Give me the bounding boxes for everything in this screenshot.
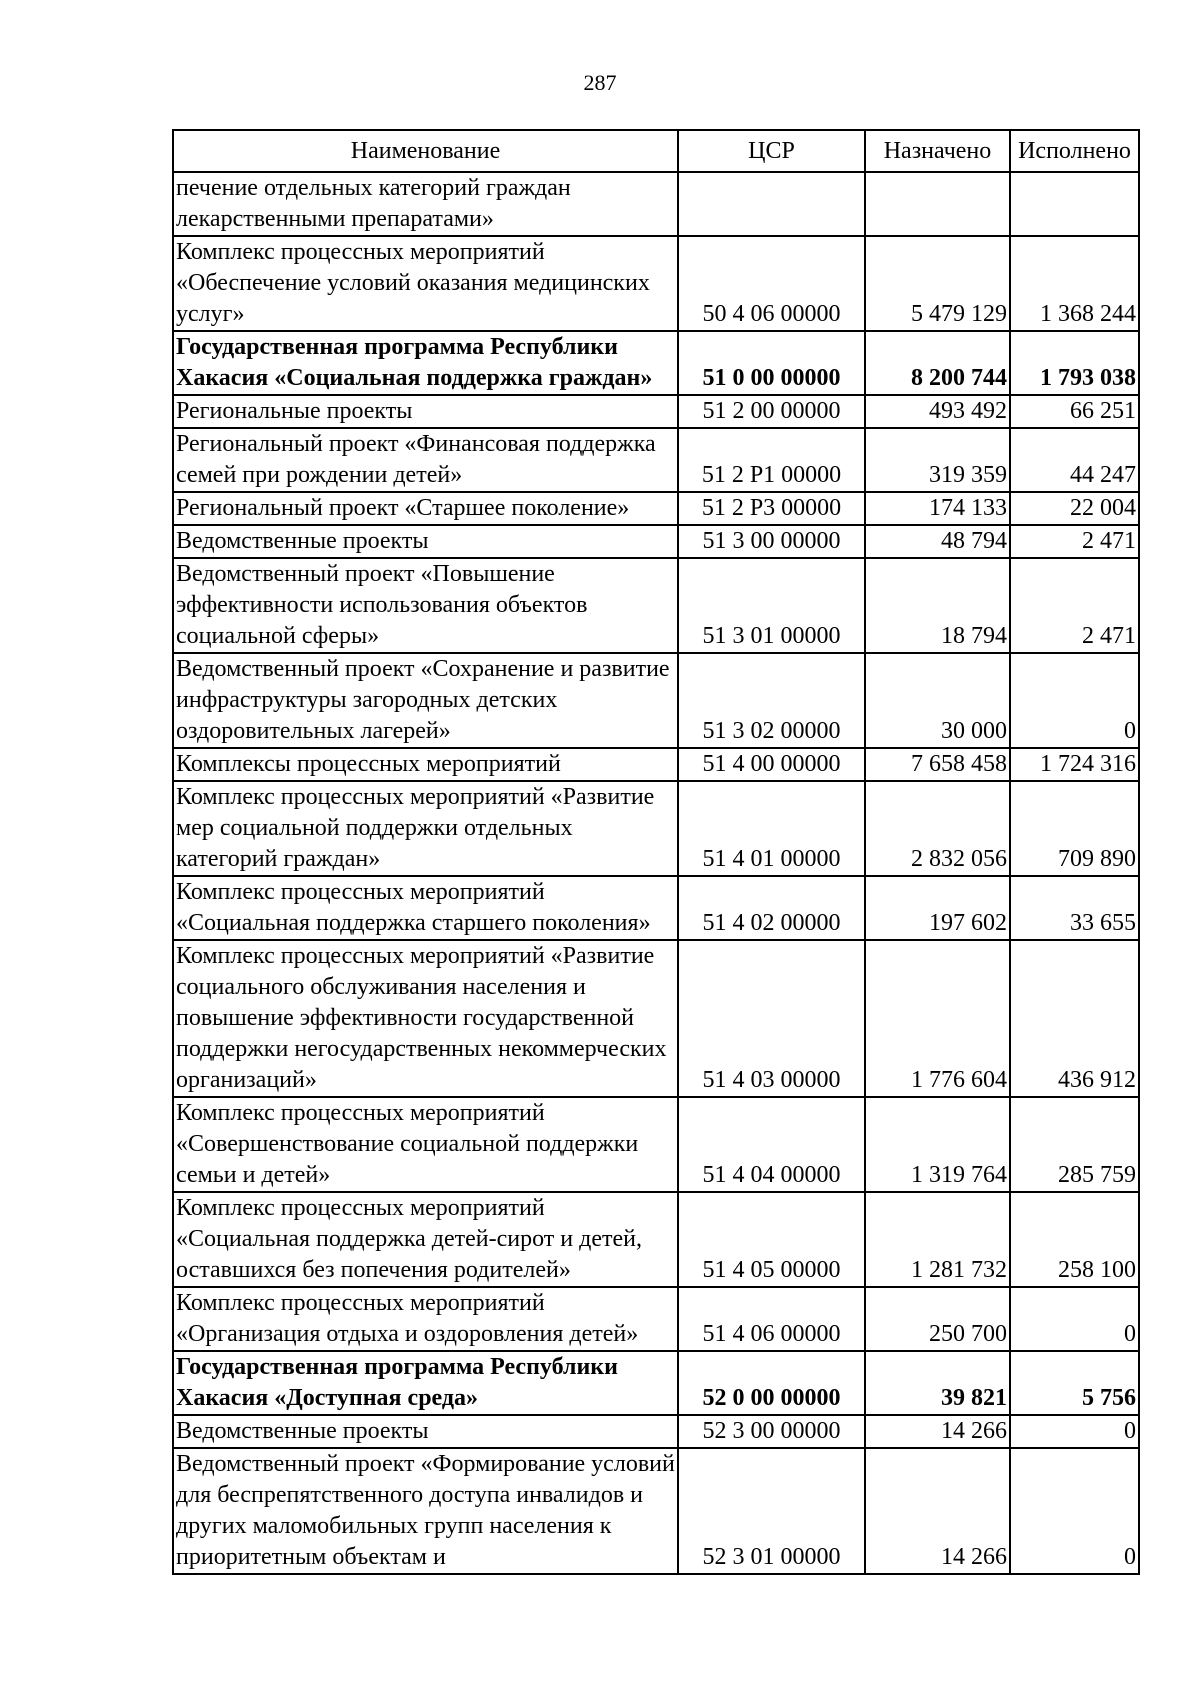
row-executed: 33 655: [1010, 876, 1139, 940]
row-csr: 50 4 06 00000: [678, 236, 865, 331]
header-executed: Исполнено: [1010, 130, 1139, 172]
row-name: Ведомственные проекты: [173, 1415, 678, 1448]
row-planned: 1 319 764: [865, 1097, 1010, 1192]
row-executed: 5 756: [1010, 1351, 1139, 1415]
row-planned: 8 200 744: [865, 331, 1010, 395]
row-csr: 51 4 00 00000: [678, 748, 865, 781]
row-name: Комплекс процессных мероприятий «Социальная поддержка старшего поколения»: [173, 876, 678, 940]
row-name: Комплекс процессных мероприятий «Совершенствование социальной поддержки семьи и детей»: [173, 1097, 678, 1192]
row-executed: 44 247: [1010, 428, 1139, 492]
row-planned: 197 602: [865, 876, 1010, 940]
table-row: [173, 940, 1139, 1097]
table-row: [173, 492, 1139, 525]
row-name: Комплекс процессных мероприятий «Развитие мер социальной поддержки отдельных категорий граждан»: [173, 781, 678, 876]
table-row: [173, 781, 1139, 876]
row-planned: 1 281 732: [865, 1192, 1010, 1287]
table-row: [173, 1287, 1139, 1351]
row-planned: 48 794: [865, 525, 1010, 558]
row-name: Комплекс процессных мероприятий «Развитие социального обслуживания населения и повышение эффективности государственной поддержки негосударственных некоммерческих организаций»: [173, 940, 678, 1097]
row-planned: 250 700: [865, 1287, 1010, 1351]
row-csr: 51 4 04 00000: [678, 1097, 865, 1192]
row-planned: 174 133: [865, 492, 1010, 525]
table-row: [173, 428, 1139, 492]
row-name: Комплекс процессных мероприятий «Социальная поддержка детей-сирот и детей, оставшихся без попечения родителей»: [173, 1192, 678, 1287]
table-row: [173, 236, 1139, 331]
row-executed: 709 890: [1010, 781, 1139, 876]
row-planned: [865, 172, 1010, 236]
row-csr: 52 3 01 00000: [678, 1448, 865, 1574]
row-csr: 51 0 00 00000: [678, 331, 865, 395]
row-planned: 319 359: [865, 428, 1010, 492]
row-name: Региональные проекты: [173, 395, 678, 428]
row-csr: 51 3 02 00000: [678, 653, 865, 748]
row-csr: [678, 172, 865, 236]
header-planned: Назначено: [865, 130, 1010, 172]
row-csr: 51 2 P1 00000: [678, 428, 865, 492]
row-name: Ведомственный проект «Формирование условий для беспрепятственного доступа инвалидов и других маломобильных групп населения к приоритетным объектам и: [173, 1448, 678, 1574]
row-name: Региональный проект «Старшее поколение»: [173, 492, 678, 525]
table-row: [173, 876, 1139, 940]
row-executed: 22 004: [1010, 492, 1139, 525]
row-executed: 2 471: [1010, 525, 1139, 558]
row-name: Комплекс процессных мероприятий «Организация отдыха и оздоровления детей»: [173, 1287, 678, 1351]
row-csr: 51 2 P3 00000: [678, 492, 865, 525]
row-executed: 1 368 244: [1010, 236, 1139, 331]
table-row: [173, 172, 1139, 236]
table-row: [173, 1097, 1139, 1192]
row-planned: 7 658 458: [865, 748, 1010, 781]
row-planned: 30 000: [865, 653, 1010, 748]
row-executed: 2 471: [1010, 558, 1139, 653]
row-executed: 436 912: [1010, 940, 1139, 1097]
row-csr: 51 3 01 00000: [678, 558, 865, 653]
table-header-row: [173, 130, 1139, 172]
row-csr: 51 3 00 00000: [678, 525, 865, 558]
row-planned: 5 479 129: [865, 236, 1010, 331]
row-name: Комплекс процессных мероприятий «Обеспечение условий оказания медицинских услуг»: [173, 236, 678, 331]
table-row: [173, 748, 1139, 781]
row-executed: 0: [1010, 1448, 1139, 1574]
row-planned: 18 794: [865, 558, 1010, 653]
row-planned: 39 821: [865, 1351, 1010, 1415]
table-row: [173, 525, 1139, 558]
row-executed: 0: [1010, 1415, 1139, 1448]
row-name: Региональный проект «Финансовая поддержка семей при рождении детей»: [173, 428, 678, 492]
row-csr: 51 4 05 00000: [678, 1192, 865, 1287]
row-name: Ведомственные проекты: [173, 525, 678, 558]
row-planned: 1 776 604: [865, 940, 1010, 1097]
row-name: Государственная программа Республики Хакасия «Доступная среда»: [173, 1351, 678, 1415]
row-planned: 14 266: [865, 1415, 1010, 1448]
row-csr: 52 3 00 00000: [678, 1415, 865, 1448]
table-row: [173, 1448, 1139, 1574]
row-csr: 52 0 00 00000: [678, 1351, 865, 1415]
row-executed: [1010, 172, 1139, 236]
row-executed: 0: [1010, 653, 1139, 748]
row-csr: 51 4 01 00000: [678, 781, 865, 876]
table-row-program: [173, 1351, 1139, 1415]
table-row: [173, 1192, 1139, 1287]
row-executed: 1 724 316: [1010, 748, 1139, 781]
table-row-program: [173, 331, 1139, 395]
row-executed: 258 100: [1010, 1192, 1139, 1287]
row-executed: 285 759: [1010, 1097, 1139, 1192]
row-name: Комплексы процессных мероприятий: [173, 748, 678, 781]
header-name: Наименование: [173, 130, 678, 172]
row-csr: 51 2 00 00000: [678, 395, 865, 428]
table-row: [173, 1415, 1139, 1448]
table-row: [173, 653, 1139, 748]
header-csr: ЦСР: [678, 130, 865, 172]
row-name: Ведомственный проект «Сохранение и развитие инфраструктуры загородных детских оздоровительных лагерей»: [173, 653, 678, 748]
table-body: [173, 172, 1139, 1574]
table-row: [173, 395, 1139, 428]
row-planned: 493 492: [865, 395, 1010, 428]
row-executed: 1 793 038: [1010, 331, 1139, 395]
row-csr: 51 4 06 00000: [678, 1287, 865, 1351]
row-planned: 14 266: [865, 1448, 1010, 1574]
budget-execution-table: [172, 129, 1140, 1575]
row-planned: 2 832 056: [865, 781, 1010, 876]
row-name: Государственная программа Республики Хакасия «Социальная поддержка граждан»: [173, 331, 678, 395]
row-csr: 51 4 03 00000: [678, 940, 865, 1097]
page-number: 287: [583, 70, 617, 95]
row-name: Ведомственный проект «Повышение эффективности использования объектов социальной сферы»: [173, 558, 678, 653]
row-name: печение отдельных категорий граждан лекарственными препаратами»: [173, 172, 678, 236]
row-executed: 0: [1010, 1287, 1139, 1351]
row-csr: 51 4 02 00000: [678, 876, 865, 940]
row-executed: 66 251: [1010, 395, 1139, 428]
table-row: [173, 558, 1139, 653]
